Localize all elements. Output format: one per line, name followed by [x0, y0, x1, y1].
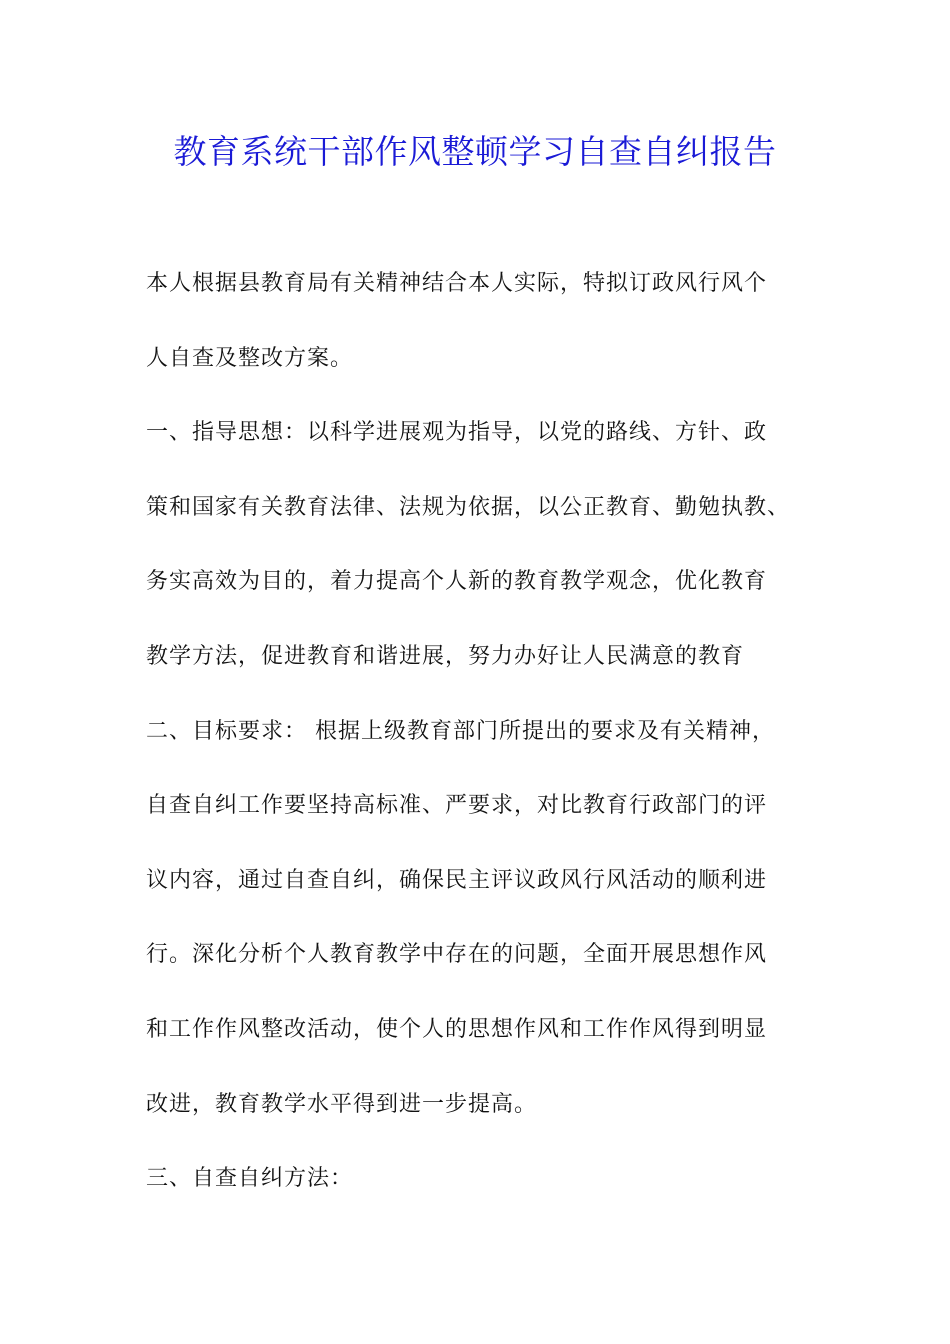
- section-heading-guiding-thought: 一、指导思想：以科学进展观为指导，以党的路线、方针、政: [146, 420, 768, 446]
- body-line: 人自查及整改方案。: [146, 345, 354, 371]
- body-line: 本人根据县教育局有关精神结合本人实际，特拟订政风行风个: [146, 271, 768, 296]
- document-body: [146, 264, 826, 1234]
- body-line: 教学方法，促进教育和谐进展，努力办好让人民满意的教育: [146, 643, 745, 669]
- body-line: 务实高效为目的，着力提高个人新的教育教学观念，优化教育: [146, 569, 768, 595]
- body-line: 行。深化分析个人教育教学中存在的问题，全面开展思想作风: [146, 942, 768, 968]
- body-line: 改进，教育教学水平得到进一步提高。: [146, 1091, 538, 1117]
- document-title: 教育系统干部作风整顿学习自查自纠报告: [173, 132, 777, 171]
- section-heading-goals: 二、目标要求： 根据上级教育部门所提出的要求及有关精神，: [146, 718, 775, 744]
- body-line: 自查自纠工作要坚持高标准、严要求，对比教育行政部门的评: [146, 793, 768, 819]
- body-line: 议内容，通过自查自纠，确保民主评议政风行风活动的顺利进: [146, 867, 768, 893]
- body-line: 和工作作风整改活动，使个人的思想作风和工作作风得到明显: [146, 1016, 768, 1042]
- section-heading-methods: 三、自查自纠方法：: [146, 1166, 354, 1192]
- body-line: 策和国家有关教育法律、法规为依据，以公正教育、勤勉执教、: [146, 494, 791, 520]
